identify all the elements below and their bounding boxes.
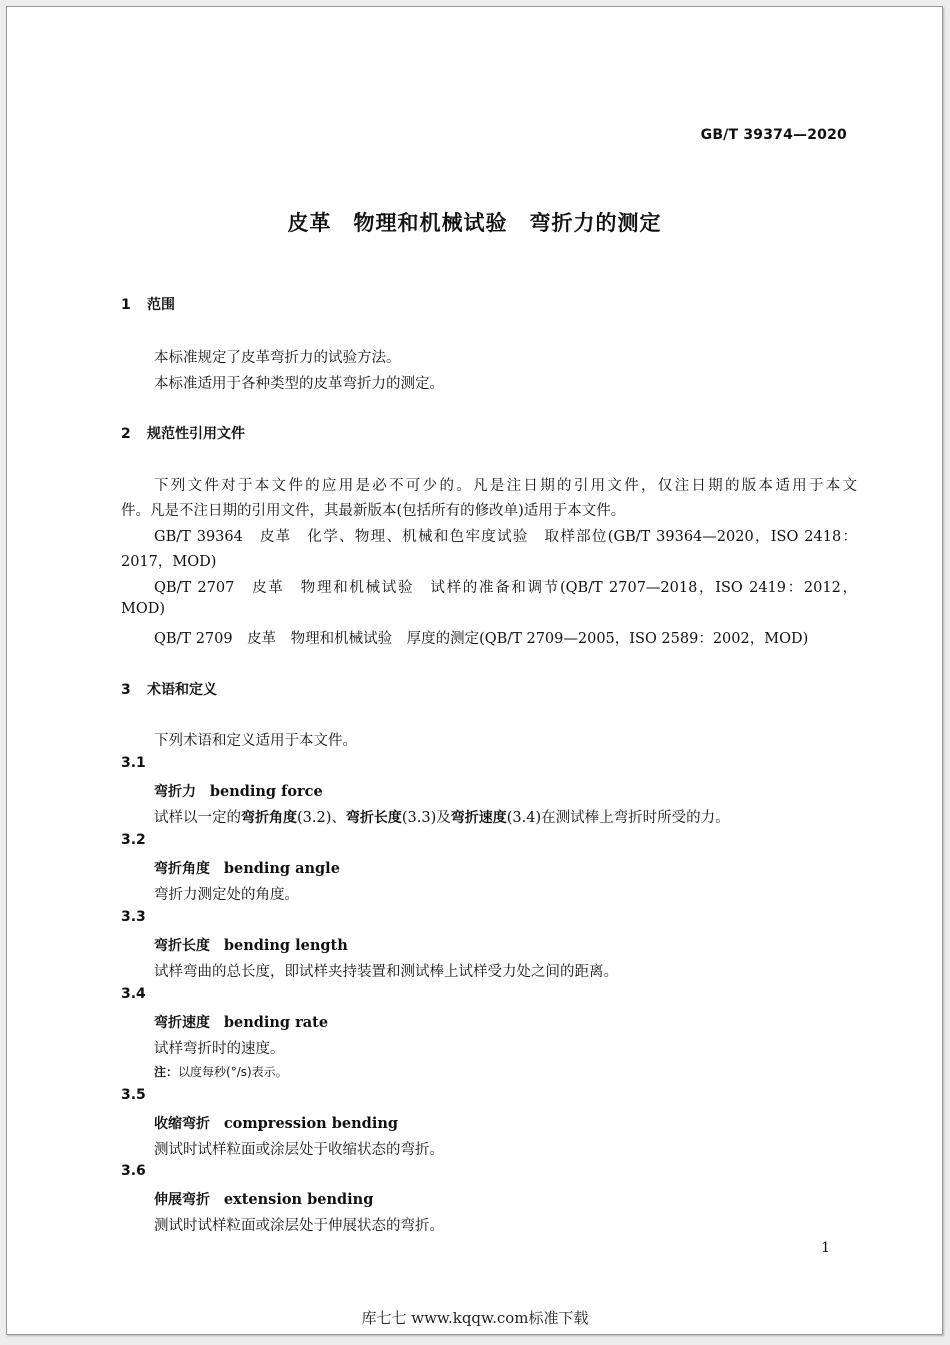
definition-text: (3.4)在测试棒上弯折时所受的力。	[506, 810, 730, 826]
document-page	[6, 6, 943, 1335]
section-2-heading	[121, 423, 245, 443]
term-zh: 弯折角度	[154, 861, 210, 877]
term-number: 3.3	[121, 909, 146, 925]
section-title: 范围	[147, 297, 175, 313]
term-reference: 弯折角度	[241, 810, 297, 826]
section-1-heading	[121, 294, 175, 314]
term-en: extension bending	[223, 1191, 374, 1208]
paragraph: 下列术语和定义适用于本文件。	[154, 733, 357, 749]
term-reference: 弯折长度	[345, 810, 402, 826]
section-number: 1	[121, 297, 131, 313]
section-number: 3	[121, 682, 131, 698]
reference-item: QB/T 2709 皮革 物理和机械试验 厚度的测定(QB/T 2709—2005，ISO 2589：2002，MOD)	[154, 631, 809, 647]
term-definition: 弯折力测定处的角度。	[154, 887, 299, 903]
term-en: bending angle	[223, 860, 340, 877]
term-entry	[154, 1113, 398, 1133]
term-en: compression bending	[223, 1115, 399, 1132]
paragraph: 下列文件对于本文件的应用是必不可少的。凡是注日期的引用文件，仅注日期的版本适用于本文	[154, 478, 857, 494]
term-definition: 试样弯折时的速度。	[154, 1041, 285, 1057]
term-number: 3.1	[121, 755, 146, 771]
note-text: 以度每秒(°/s)表示。	[178, 1065, 288, 1079]
paragraph: 本标准规定了皮革弯折力的试验方法。	[154, 350, 401, 366]
document-title: 皮革 物理和机械试验 弯折力的测定	[287, 211, 662, 235]
term-zh: 弯折力	[154, 784, 196, 800]
section-3-heading	[121, 679, 217, 699]
reference-item-continued: MOD)	[121, 601, 166, 617]
term-zh: 弯折速度	[154, 1015, 210, 1031]
term-entry	[154, 781, 323, 801]
term-number: 3.2	[121, 832, 146, 848]
term-number: 3.4	[121, 986, 146, 1002]
footer-watermark-text: 库七七 www.kqqw.com标准下载	[361, 1309, 589, 1327]
reference-item: GB/T 39364 皮革 化学、物理、机械和色牢度试验 取样部位(GB/T 39364—2020，ISO 2418：	[154, 529, 857, 545]
paragraph: 本标准适用于各种类型的皮革弯折力的测定。	[154, 376, 444, 392]
term-zh: 弯折长度	[154, 938, 210, 954]
term-definition: 测试时试样粒面或涂层处于伸展状态的弯折。	[154, 1218, 444, 1234]
section-title: 术语和定义	[147, 682, 217, 698]
reference-item-continued: 2017，MOD)	[121, 554, 217, 570]
term-en: bending length	[223, 937, 348, 954]
section-title: 规范性引用文件	[147, 426, 245, 442]
note-label: 注：	[154, 1065, 179, 1079]
term-en: bending force	[209, 783, 323, 800]
definition-text: 试样以一定的	[154, 810, 241, 826]
reference-item: QB/T 2707 皮革 物理和机械试验 试样的准备和调节(QB/T 2707—2018，ISO 2419：2012，	[154, 580, 857, 596]
term-number: 3.5	[121, 1087, 146, 1103]
paragraph: 件。凡是不注日期的引用文件，其最新版本(包括所有的修改单)适用于本文件。	[121, 503, 626, 519]
term-definition: 测试时试样粒面或涂层处于收缩状态的弯折。	[154, 1142, 444, 1158]
page-number: 1	[821, 1240, 830, 1256]
definition-text: (3.3)及	[401, 810, 451, 826]
term-zh: 收缩弯折	[154, 1116, 210, 1132]
term-definition	[154, 806, 730, 827]
term-entry	[154, 1012, 328, 1032]
term-note	[154, 1063, 288, 1080]
term-definition: 试样弯曲的总长度，即试样夹持装置和测试棒上试样受力处之间的距离。	[154, 964, 618, 980]
term-entry	[154, 858, 340, 878]
term-number: 3.6	[121, 1163, 146, 1179]
term-reference: 弯折速度	[450, 810, 507, 826]
term-entry	[154, 1189, 373, 1209]
standard-number: GB/T 39374—2020	[700, 127, 847, 143]
definition-text: (3.2)、	[297, 810, 346, 826]
section-number: 2	[121, 426, 131, 442]
term-en: bending rate	[223, 1014, 329, 1031]
term-entry	[154, 935, 348, 955]
term-zh: 伸展弯折	[154, 1192, 210, 1208]
